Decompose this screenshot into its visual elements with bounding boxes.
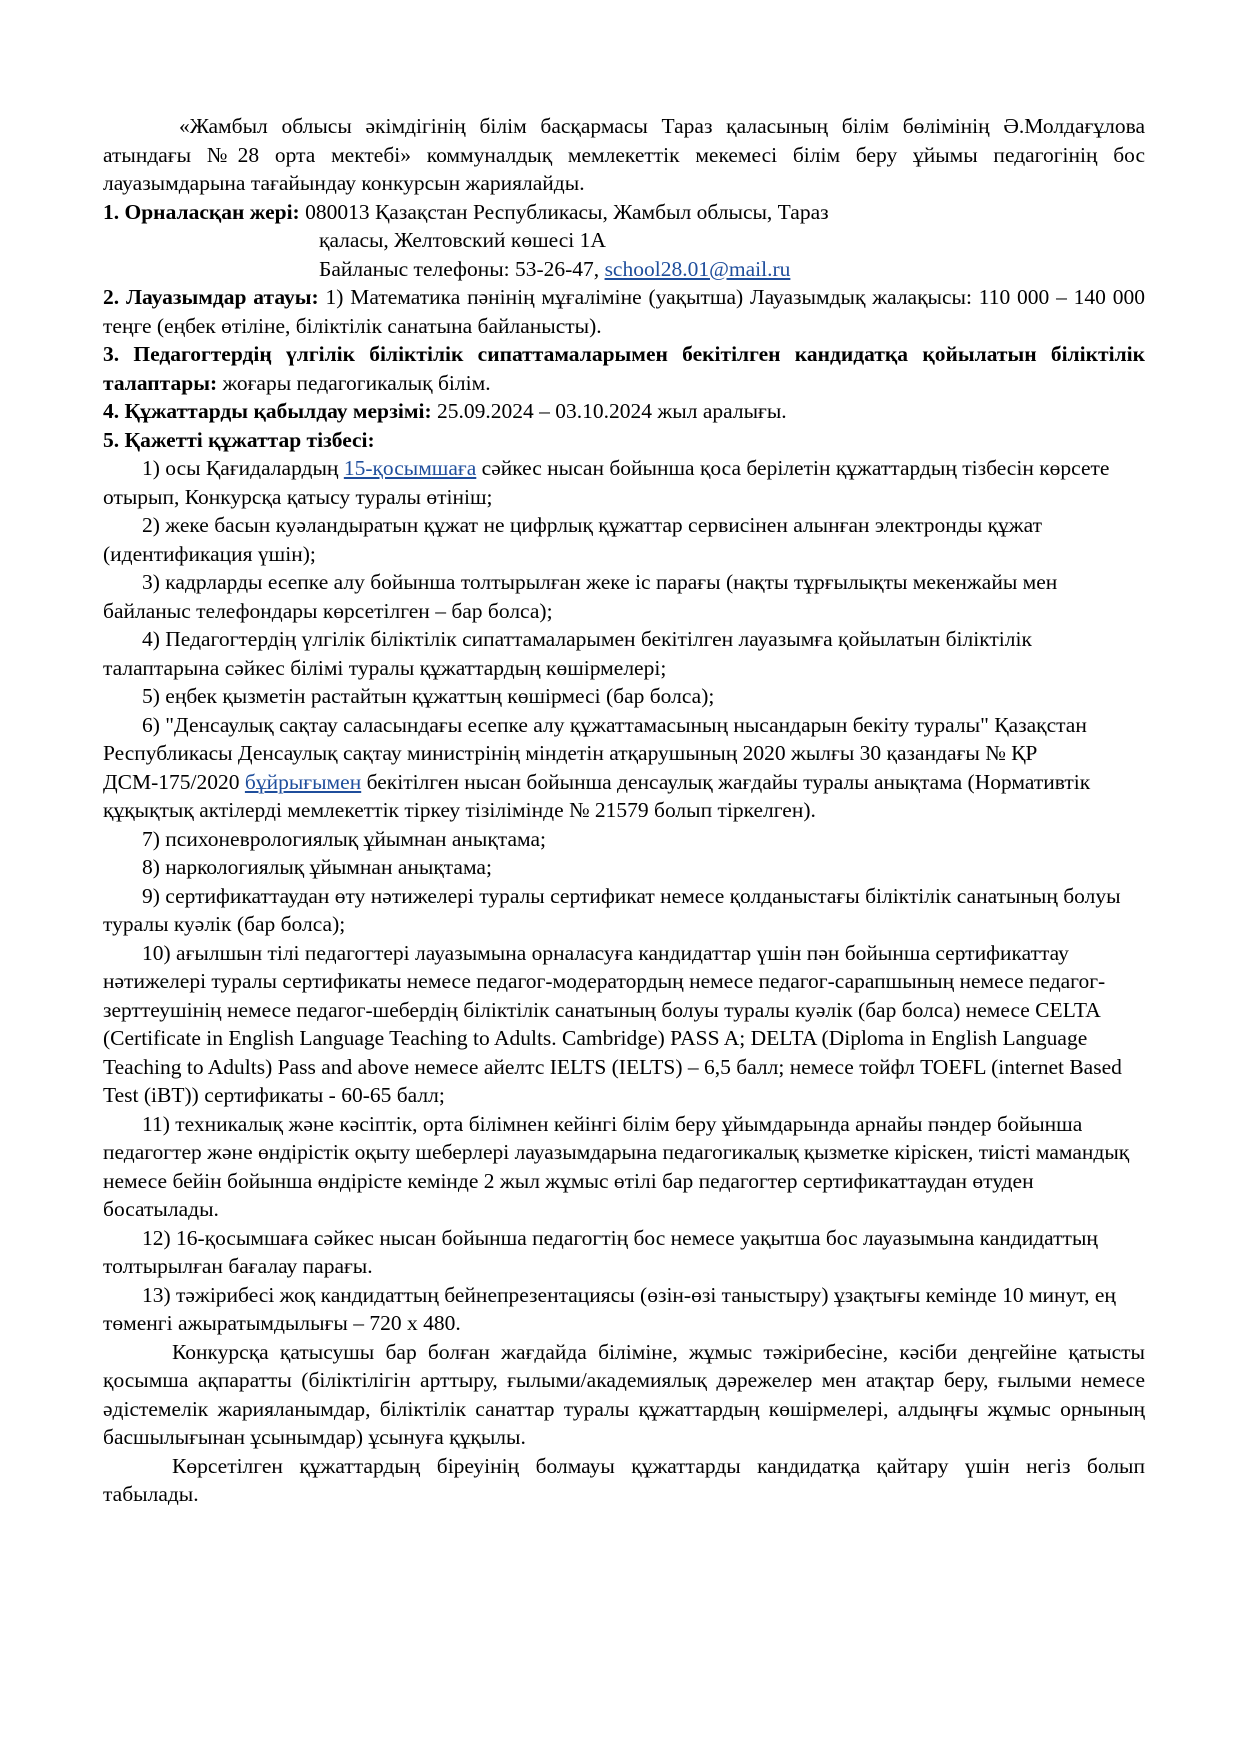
order-link[interactable]: бұйрығымен [244,769,362,794]
list-item-10: 10) ағылшын тілі педагогтері лауазымына орналасуға кандидаттар үшін пән бойынша сертификаттау нәтижелері туралы сертификаты немесе педагог-модератордың немесе педагог-сарапшының немесе педагог-зерттеушінің немесе педагог-шебердің біліктілік санатының болуы туралы куәлік (бар болса) немесе CELTA (Certificate in English Language Teaching to Adults. Cambridge) PASS A; DELTA (Diploma in English Language Teaching to Adults) Pass and above немесе айелтс IELTS (IELTS) – 6,5 балл; немесе тойфл TOEFL (internet Based Test (iBT)) сертификаты - 60-65 балл; [103,940,1122,1107]
list-item-6-text-b: бекітілген нысан бойынша денсаулық жағдайы туралы анықтама (Нормативтік құқықтық актілерді мемлекеттік тіркеу тізілімінде № 21579 болып тіркелген). [103,769,1091,822]
list-item-1 [103,454,1145,511]
email-link[interactable]: school28.01@mail.ru [604,256,791,281]
list-item-6-text-a: 6) "Денсаулық сақтау саласындағы есепке алу құжаттамасының нысандарын бекіту туралы" Қазақстан Республикасы Денсаулық сақтау министрінің міндетін атқарушының 2020 жылғы 30 қазандағы № ҚР ДСМ-175/2020 [103,712,1087,794]
requirements-text: жоғары педагогикалық білім. [217,370,491,395]
section-requirements [103,340,1145,397]
section-requirements-heading: 3. Педагогтердің үлгілік біліктілік сипаттамаларымен бекітілген кандидатқа қойылатын біліктілік талаптары: [103,342,1145,395]
list-item-5: 5) еңбек қызметін растайтын құжаттың көшірмесі (бар болса); [142,684,715,708]
list-item-1-text-b: сәйкес нысан бойынша қоса берілетін құжаттардың тізбесін көрсете отырып, Конкурсқа қатысу туралы өтініш; [103,456,1110,509]
phone-label: Байланыс телефоны: 53-26-47, [319,256,605,281]
location-line-2: қаласы, Желтовский көшесі 1А [319,228,606,252]
document-body [103,112,1145,1509]
list-item-3: 3) кадрларды есепке алу бойынша толтырылған жеке іс парағы (нақты тұрғылықты мекенжайы мен байланыс телефондары көрсетілген – бар болса); [103,570,1058,623]
list-item-2: 2) жеке басын куәландыратын құжат не цифрлық құжаттар сервисінен алынған электронды құжат (идентификация үшін); [103,513,1043,566]
section-deadline-heading: 4. Құжаттарды қабылдау мерзімі: [103,399,432,423]
intro-paragraph: «Жамбыл облысы әкімдігінің білім басқармасы Тараз қаласының білім бөлімінің Ә.Молдағұлова атындағы №28 орта мектебі» коммуналдық мемлекеттік мекемесі білім беру ұйымы педагогінің бос лауазымдарына тағайындау конкурсын жариялайды. [103,114,1145,195]
location-line-1: 080013 Қазақстан Республикасы, Жамбыл облысы, Тараз [299,199,829,224]
list-item-11: 11) техникалық және кәсіптік, орта білімнен кейінгі білім беру ұйымдарында арнайы пәндер бойынша педагогтер және өндірістік оқыту шеберлері лауазымдарына педагогикалық қызметке кіріскен, тиісті мамандық немесе бейін бойынша өндірісте кемінде 2 жыл жұмыс өтілі бар педагогтер сертификаттаудан өтуден босатылады. [103,1111,1130,1221]
section-positions-heading: 2. Лауазымдар атауы: [103,285,319,309]
section-documents-heading: 5. Қажетті құжаттар тізбесі: [103,427,375,452]
list-item-6 [103,711,1145,825]
list-item-9: 9) сертификаттаудан өту нәтижелері туралы сертификат немесе қолданыстағы біліктілік санатының болуы туралы куәлік (бар болса); [103,883,1121,936]
list-item-8: 8) наркологиялық ұйымнан анықтама; [142,855,492,879]
list-item-12: 12) 16-қосымшаға сәйкес нысан бойынша педагогтің бос немесе уақытша бос лауазымына кандидаттың толтырылған бағалау парағы. [103,1225,1098,1278]
closing-paragraph-2: Көрсетілген құжаттардың біреуінің болмауы құжаттарды кандидатқа қайтару үшін негіз болып табылады. [103,1453,1145,1506]
section-positions [103,283,1145,340]
closing-paragraph-1: Конкурсқа қатысушы бар болған жағдайда біліміне, жұмыс тәжірибесіне, кәсіби деңгейіне қатысты қосымша ақпаратты (біліктілігін арттыру, ғылыми/академиялық дәрежелер мен атақтар беру, ғылыми немесе әдістемелік жарияланымдар, біліктілік санаттар туралы құжаттардың көшірмелері, алдыңғы жұмыс орнының басшылығынан ұсынымдар) ұсынуға құқылы. [103,1339,1145,1449]
contact-line [103,255,1145,284]
deadline-text: 25.09.2024 – 03.10.2024 жыл аралығы. [431,399,787,423]
appendix-15-link[interactable]: 15-қосымшаға [343,456,477,480]
positions-text: 1) Математика пәнінің мұғаліміне (уақытша) Лауазымдық жалақысы: 110 000 – 140 000 теңге (еңбек өтіліне, біліктілік санатына байланысты). [103,285,1145,338]
section-deadline [103,397,1145,426]
section-location [103,198,1145,227]
section-location-heading: 1. Орналасқан жері: [103,199,300,224]
list-item-1-text-a: 1) осы Қағидалардың [142,456,344,480]
list-item-4: 4) Педагогтердің үлгілік біліктілік сипаттамаларымен бекітілген лауазымға қойылатын біліктілік талаптарына сәйкес білімі туралы құжаттардың көшірмелері; [103,627,1032,680]
list-item-13: 13) тәжірибесі жоқ кандидаттың бейнепрезентациясы (өзін-өзі таныстыру) ұзақтығы кемінде 10 минут, ең төменгі ажыратымдылығы – 720 x 480. [103,1282,1116,1335]
list-item-7: 7) психоневрологиялық ұйымнан анықтама; [142,826,546,851]
